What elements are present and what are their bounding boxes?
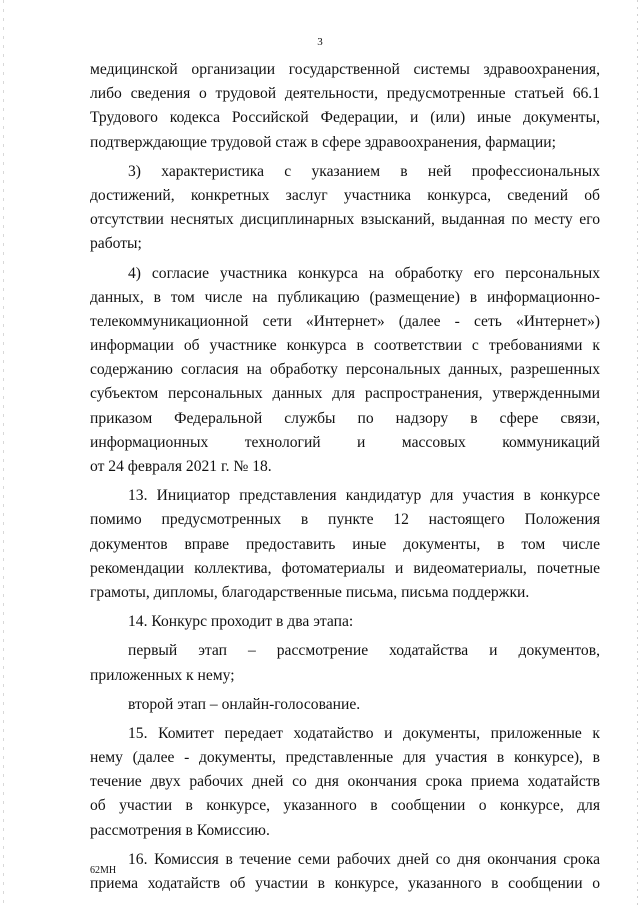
text-line: приказом Федеральной службы по надзору в сфере связи,: [90, 409, 600, 427]
text-line: рассмотрения в Комиссию.: [90, 821, 270, 839]
text-line: грамоты, дипломы, благодарственные письма, письма поддержки.: [90, 583, 530, 601]
text-line: информации об участнике конкурса в соответствии с требованиями к: [90, 337, 600, 355]
text-line: информационных технологий и массовых коммуникаций: [90, 433, 600, 451]
text-line: 3) характеристика с указанием в ней профессиональных: [128, 162, 600, 180]
document-body: [90, 58, 600, 896]
text-line: содержанию согласия на обработку персональных данных, разрешенных: [90, 361, 600, 379]
text-line: приложенных к нему;: [90, 666, 235, 684]
text-line: отсутствии неснятых дисциплинарных взысканий, выданная по месту его: [90, 211, 600, 229]
text-line: субъектом персональных данных для распространения, утвержденными: [90, 385, 600, 403]
scan-edge-left: [3, 0, 4, 905]
text-line: 15. Комитет передает ходатайство и документы, приложенные к: [128, 724, 600, 742]
text-line: достижений, конкретных заслуг участника конкурса, сведений об: [90, 186, 600, 204]
text-line: подтверждающие трудовой стаж в сфере здравоохранения, фармации;: [90, 133, 556, 151]
scan-edge-right: [637, 0, 638, 905]
text-line: второй этап – онлайн-голосование.: [128, 695, 361, 713]
text-line: работы;: [90, 235, 142, 253]
paragraph: [90, 484, 600, 605]
paragraph: [90, 262, 600, 480]
text-line: об участии в конкурсе, указанного в сообщении о конкурсе, для: [90, 797, 600, 815]
text-line: медицинской организации государственной системы здравоохранения,: [90, 61, 600, 78]
page-number: 3: [317, 36, 323, 48]
text-line: Трудового кодекса Российской Федерации, и (или) иные документы,: [90, 109, 600, 127]
text-line: нему (далее - документы, представленные для участия в конкурсе), в: [90, 749, 600, 767]
paragraph: [90, 722, 600, 843]
text-line: данных, в том числе на публикацию (размещение) в информационно-: [90, 288, 600, 306]
paragraph: [90, 639, 600, 687]
text-line: 16. Комиссия в течение семи рабочих дней со дня окончания срока: [128, 850, 600, 868]
text-line: либо сведения о трудовой деятельности, предусмотренные статьей 66.1: [90, 85, 600, 103]
text-line: 14. Конкурс проходит в два этапа:: [128, 613, 354, 631]
paragraph: [90, 610, 600, 634]
text-line: приема ходатайств об участии в конкурсе, указанного в сообщении о: [90, 875, 600, 892]
text-line: 4) согласие участника конкурса на обработку его персональных: [128, 264, 600, 282]
text-line: от 24 февраля 2021 г. № 18.: [90, 458, 272, 475]
text-line: телекоммуникационной сети «Интернет» (далее - сеть «Интернет»): [90, 312, 600, 330]
paragraph: [90, 58, 600, 155]
text-line: первый этап – рассмотрение ходатайства и документов,: [128, 642, 600, 660]
paragraph: [90, 848, 600, 896]
text-line: течение двух рабочих дней со дня окончания срока приема ходатайств: [90, 773, 600, 791]
paragraph: [90, 160, 600, 257]
text-line: рекомендации коллектива, фотоматериалы и видеоматериалы, почетные: [90, 559, 600, 577]
footer-code: 62МН: [90, 865, 117, 876]
text-line: документов вправе предоставить иные документы, в том числе: [90, 535, 600, 553]
text-line: помимо предусмотренных в пункте 12 настоящего Положения: [90, 511, 600, 529]
text-line: 13. Инициатор представления кандидатур для участия в конкурсе: [128, 487, 600, 505]
paragraph: [90, 693, 600, 717]
